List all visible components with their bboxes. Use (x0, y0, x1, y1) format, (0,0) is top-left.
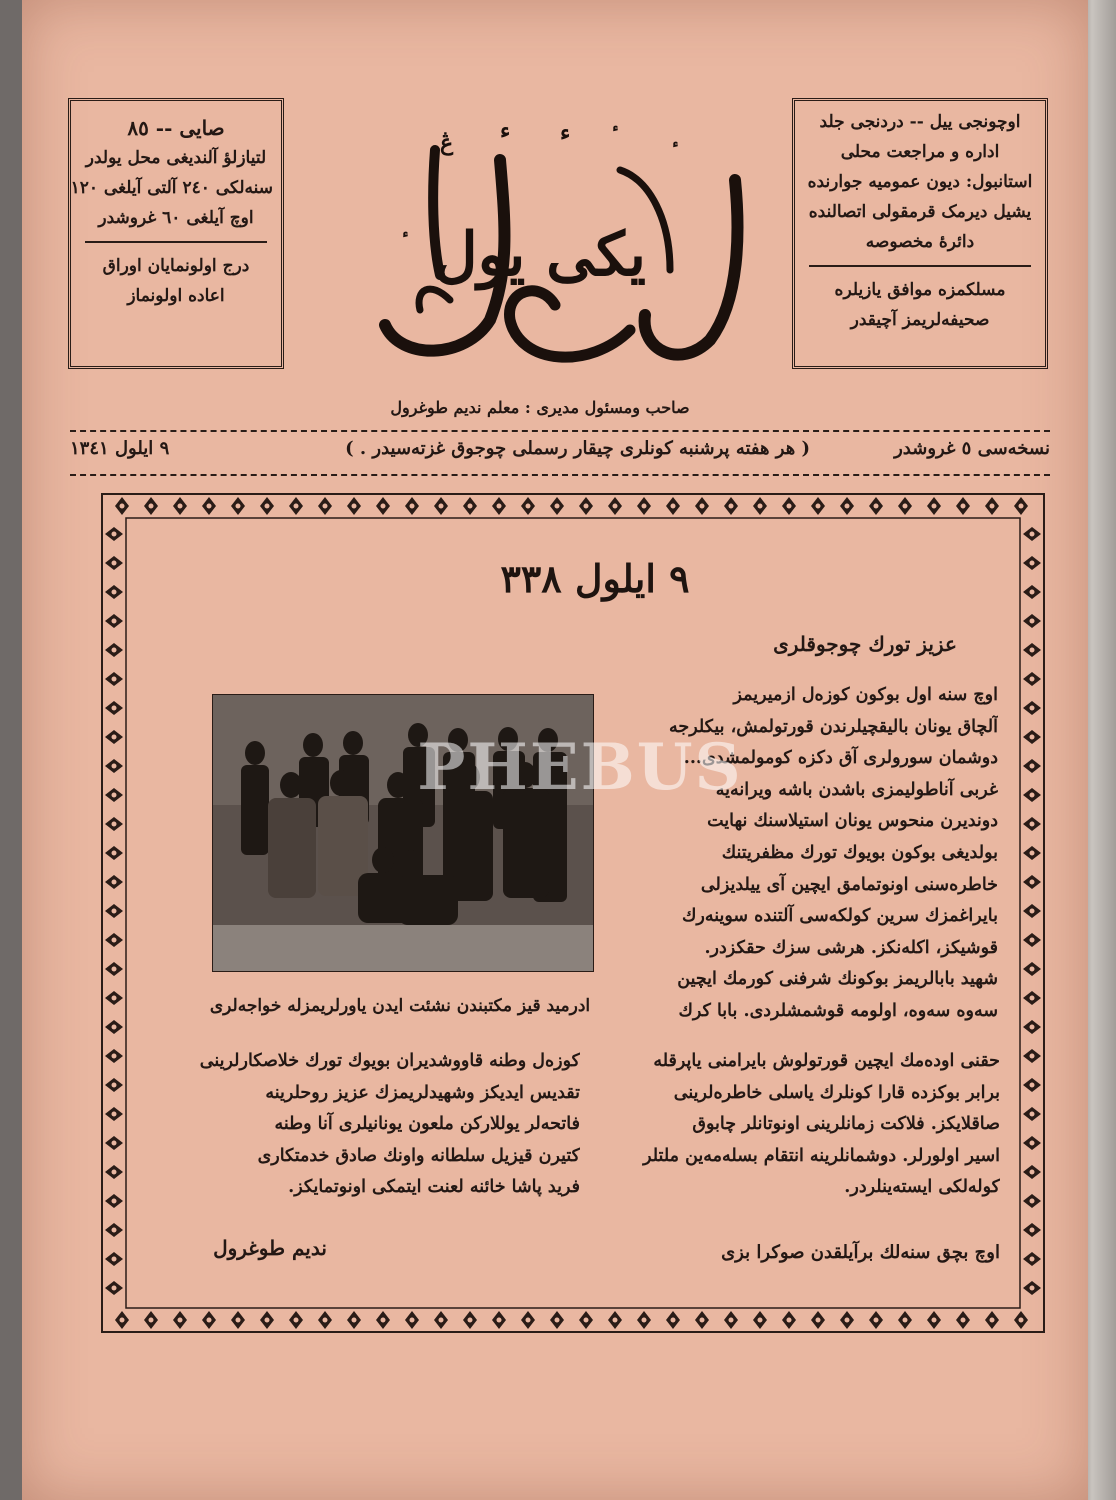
paragraph-line: شهید بابالریمز بوکونك شرفنی کورمك ایچین (677, 969, 998, 990)
border-ornament (811, 497, 825, 515)
border-ornament (1023, 556, 1041, 570)
border-ornament (985, 1311, 999, 1329)
border-ornament (840, 497, 854, 515)
border-ornament (869, 1311, 883, 1329)
svg-text:ء: ء (500, 118, 511, 144)
border-ornament (1023, 730, 1041, 744)
address-line: اداره و مراجعت محلی (840, 142, 1000, 162)
border-ornament (521, 1311, 535, 1329)
border-ornament (463, 1311, 477, 1329)
border-ornament (105, 701, 123, 715)
border-ornament (637, 497, 651, 515)
border-ornament (637, 1311, 651, 1329)
border-ornament (105, 1252, 123, 1266)
border-ornament (1023, 701, 1041, 715)
border-ornament (550, 1311, 564, 1329)
border-ornament (202, 1311, 216, 1329)
border-ornament (115, 1311, 129, 1329)
border-ornament (173, 1311, 187, 1329)
border-ornament (724, 1311, 738, 1329)
border-ornament (492, 1311, 506, 1329)
border-ornament (260, 497, 274, 515)
address-line: دائرهٔ مخصوصه (865, 232, 975, 252)
author-signature: ندیم طوغرول (213, 1236, 327, 1260)
article-greeting: عزیز تورك چوجوقلری (773, 632, 957, 656)
border-ornament (144, 1311, 158, 1329)
issue-number: صایی -- ٨٥ (127, 116, 225, 140)
masthead-title: یکی یول (433, 220, 647, 290)
border-ornament (289, 1311, 303, 1329)
border-ornament (376, 1311, 390, 1329)
divider (70, 474, 1050, 476)
border-ornament (1023, 962, 1041, 976)
border-ornament (1023, 759, 1041, 773)
border-ornament (1023, 1194, 1041, 1208)
photo-caption: ادرمید قیز مکتبندن نشئت ایدن یاورلریمزله خواجه‌لری (209, 996, 591, 1016)
border-ornament (105, 817, 123, 831)
border-ornament (666, 497, 680, 515)
border-ornament (550, 497, 564, 515)
border-ornament (318, 497, 332, 515)
border-ornament (105, 1281, 123, 1295)
border-ornament (144, 497, 158, 515)
border-ornament (289, 497, 303, 515)
border-ornament (1023, 904, 1041, 918)
border-ornament (782, 497, 796, 515)
border-ornament (1023, 585, 1041, 599)
border-ornament (579, 497, 593, 515)
masthead-logo (340, 100, 760, 390)
article-column-right-lower (600, 1046, 1000, 1204)
paragraph-line: آلچاق یونان بالیقچیلرندن قورتولمش، بیکلرجه (669, 716, 998, 737)
divider (85, 241, 267, 243)
border-ornament (202, 497, 216, 515)
border-ornament (956, 1311, 970, 1329)
border-ornament (105, 672, 123, 686)
border-ornament (753, 1311, 767, 1329)
border-ornament (927, 497, 941, 515)
svg-text:ڠ: ڠ (440, 130, 454, 156)
border-ornament (1023, 527, 1041, 541)
border-ornament (898, 1311, 912, 1329)
article-column-left (180, 1046, 580, 1204)
paragraph-line: سه‌وه سه‌وه، اولومه قوشمشلردی. بابا کرك (678, 1000, 998, 1021)
border-ornament (105, 1107, 123, 1121)
border-ornament (434, 1311, 448, 1329)
address-line: استانبول: دیون عمومیه جوارنده (807, 172, 1033, 192)
border-ornament (105, 933, 123, 947)
border-ornament (927, 1311, 941, 1329)
watermark: PHEBUS (417, 730, 743, 805)
border-ornament (173, 497, 187, 515)
border-ornament (105, 585, 123, 599)
border-ornament (260, 1311, 274, 1329)
border-ornament (1014, 497, 1028, 515)
paragraph-line: فاتحه‌لر یوللارکن ملعون یونانیلری آنا وطنه (274, 1114, 580, 1135)
border-ornament (347, 497, 361, 515)
border-ornament (105, 556, 123, 570)
notice-line: صحیفه‌لریمز آچیقدر (850, 310, 990, 330)
border-ornament (956, 497, 970, 515)
border-ornament (1023, 788, 1041, 802)
border-ornament (1023, 1049, 1041, 1063)
address-box (792, 98, 1048, 369)
border-ornament (231, 1311, 245, 1329)
border-ornament (724, 497, 738, 515)
border-ornament (376, 497, 390, 515)
svg-text:ٔ (613, 125, 618, 132)
paragraph-line: کتیرن قیزیل سلطانه واونك صادق خدمتکاری (257, 1145, 580, 1166)
subscription-box (68, 98, 284, 369)
border-ornament (105, 730, 123, 744)
border-ornament (492, 497, 506, 515)
border-ornament (1023, 1136, 1041, 1150)
address-line: اوچونجی ییل -- دردنجی جلد (819, 112, 1021, 132)
continued-line: اوچ بچق سنه‌لك برآیلقدن صوکرا بزی (721, 1242, 1000, 1263)
border-ornament (608, 497, 622, 515)
paragraph-line: بایراغمزك سرین کولکه‌سی آلتنده سوینه‌رك (681, 906, 998, 927)
paragraph-line: اسیر اولورلر. دوشمانلرینه انتقام بسله‌مه‌ین ملتلر (643, 1145, 1000, 1166)
border-ornament (608, 1311, 622, 1329)
border-ornament (105, 1020, 123, 1034)
border-ornament (1023, 1223, 1041, 1237)
border-ornament (318, 1311, 332, 1329)
border-ornament (105, 1223, 123, 1237)
svg-text:ء: ء (560, 120, 571, 146)
border-ornament (105, 643, 123, 657)
border-ornament (105, 1136, 123, 1150)
border-ornament (753, 497, 767, 515)
border-ornament (1023, 1165, 1041, 1179)
paragraph-line: حقنی اوده‌مك ایچین قورتولوش بایرامنی یاپرقله (653, 1051, 1000, 1071)
border-ornament (695, 497, 709, 515)
border-ornament (105, 788, 123, 802)
paragraph-line: کوزه‌ل وطنه قاووشدیران بویوك تورك خلاصکارلرینی (199, 1051, 580, 1071)
border-ornament (115, 497, 129, 515)
border-ornament (1023, 614, 1041, 628)
border-ornament (105, 846, 123, 860)
border-ornament (105, 1165, 123, 1179)
paragraph-line: قوشیکز، اکله‌نکز. هرشی سزك حقکزدر. (704, 937, 998, 958)
border-ornament (1023, 672, 1041, 686)
border-ornament (1023, 817, 1041, 831)
border-ornament (105, 904, 123, 918)
border-ornament (463, 497, 477, 515)
divider (809, 265, 1031, 267)
border-ornament (105, 991, 123, 1005)
subscription-line: لتیازلؤ آلندیغی محل یولدر (85, 148, 267, 168)
border-ornament (1023, 933, 1041, 947)
subscription-line: سنه‌لکی ٢٤٠ آلتی آیلغی ١٢٠ (70, 178, 273, 198)
border-ornament (1023, 1107, 1041, 1121)
border-ornament (105, 875, 123, 889)
paragraph-line: دوشمان سورولری آق دکزه کومولمشدی... (683, 748, 998, 769)
border-ornament (1023, 643, 1041, 657)
border-ornament (105, 1194, 123, 1208)
paragraph-line: بولدیغی بوکون بویوك تورك مظفریتنك (721, 842, 998, 863)
paragraph-line: کوله‌لکی ایسته‌ینلردر. (844, 1177, 1000, 1198)
border-ornament (347, 1311, 361, 1329)
border-ornament (1023, 1020, 1041, 1034)
border-ornament (105, 962, 123, 976)
paragraph-line: اوچ سنه اول بوکون کوزه‌ل ازمیریمز (733, 685, 998, 705)
paragraph-line: برابر بوکزده قارا کونلرك یاسلی خاطره‌لرینی (673, 1082, 1000, 1103)
paragraph-line: تقدیس ایدیکز وشهیدلریمزك عزیز روحلرینه (265, 1082, 580, 1103)
notice-line: اعاده اولونماز (127, 286, 225, 306)
editor-line: صاحب ومسئول مدیری : معلم ندیم طوغرول (390, 398, 690, 417)
border-ornament (105, 1078, 123, 1092)
notice-line: مسلکمزه موافق یازیلره (834, 280, 1006, 300)
border-ornament (1023, 991, 1041, 1005)
paragraph-line: فرید پاشا خائنه لعنت ایتمکی اونوتمایکز. (288, 1177, 580, 1198)
border-ornament (1023, 846, 1041, 860)
border-ornament (1023, 1252, 1041, 1266)
paragraph-line: غربی آناطولیمزی باشدن باشه ویرانه‌یه (715, 779, 998, 800)
svg-text:ٔ (403, 231, 408, 238)
calligraphy-logo (340, 100, 760, 390)
border-ornament (105, 614, 123, 628)
border-ornament (579, 1311, 593, 1329)
border-ornament (405, 497, 419, 515)
svg-text:ٔ (673, 141, 678, 148)
border-ornament (840, 1311, 854, 1329)
notice-line: درج اولونمایان اوراق (102, 256, 250, 276)
border-ornament (231, 497, 245, 515)
border-ornament (985, 497, 999, 515)
border-ornament (811, 1311, 825, 1329)
border-ornament (1023, 875, 1041, 889)
border-ornament (105, 759, 123, 773)
issue-date: ٩ ایلول ١٣٤١ (70, 438, 170, 459)
border-ornament (695, 1311, 709, 1329)
paragraph-line: خاطره‌سنی اونوتمامق ایچین آی ییلدیزلی (700, 874, 998, 895)
border-ornament (782, 1311, 796, 1329)
border-ornament (1023, 1281, 1041, 1295)
border-ornament (1014, 1311, 1028, 1329)
address-line: یشیل دیرمک قرمقولی اتصالنده (808, 202, 1032, 222)
subscription-line: اوچ آیلغی ٦٠ غروشدر (98, 208, 254, 228)
border-ornament (1023, 1078, 1041, 1092)
border-ornament (434, 497, 448, 515)
paragraph-line: صاقلایکز. فلاکت زمانلرینی اونوتانلر چابوق (692, 1114, 1000, 1135)
border-ornament (869, 497, 883, 515)
paragraph-line: دوندیرن منحوس یونان استیلاسنك نهایت (707, 811, 998, 832)
border-ornament (898, 497, 912, 515)
divider (70, 430, 1050, 432)
border-ornament (521, 497, 535, 515)
publication-schedule: ( هر هفته پرشنبه کونلری چیقار رسملی چوجوق غزته‌سیدر . ) (345, 438, 810, 459)
info-bar (70, 438, 1050, 468)
border-ornament (666, 1311, 680, 1329)
price: نسخه‌سی ٥ غروشدر (894, 438, 1050, 459)
border-ornament (105, 1049, 123, 1063)
border-ornament (105, 527, 123, 541)
border-ornament (405, 1311, 419, 1329)
article-date-title: ٩ ایلول ٣٣٨ (500, 556, 690, 601)
